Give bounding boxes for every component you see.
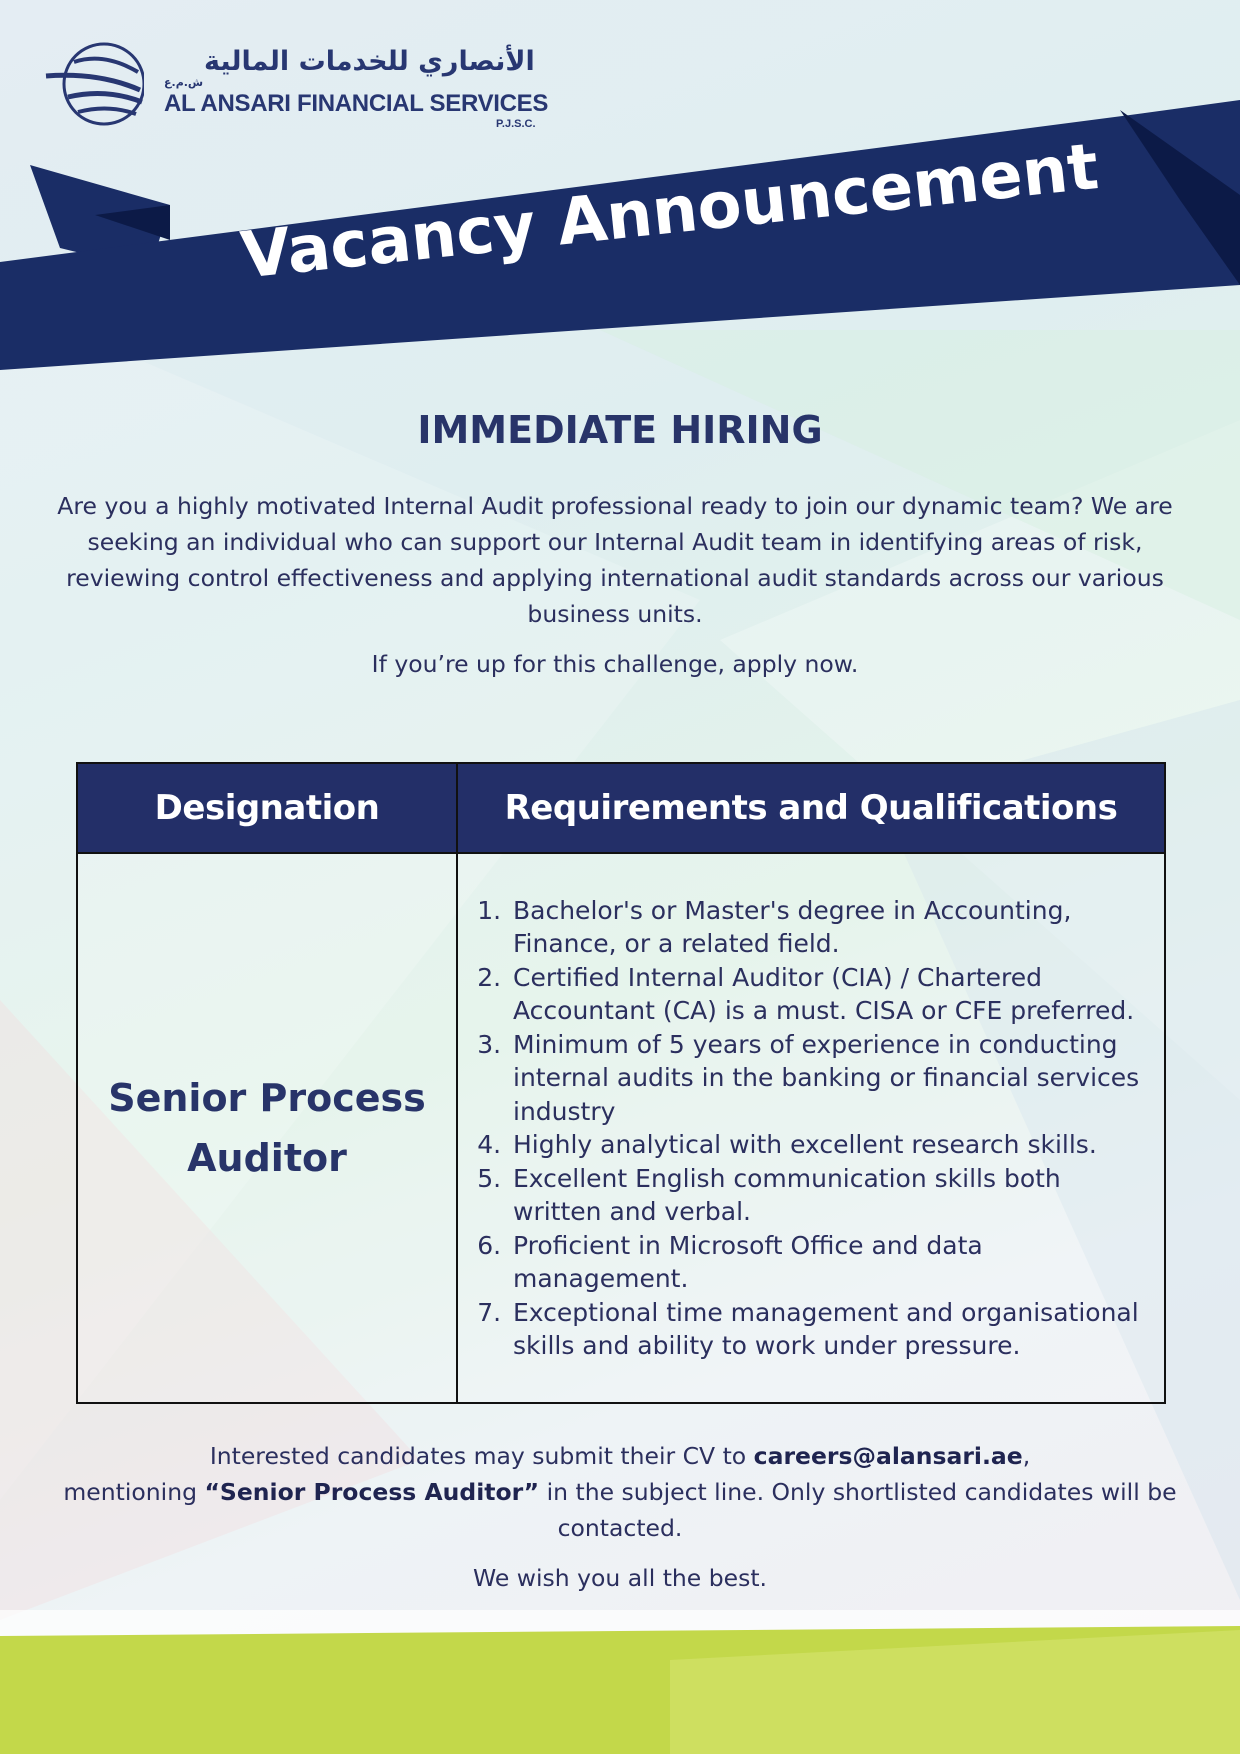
page-headline: IMMEDIATE HIRING xyxy=(417,408,823,452)
requirement-item: 1. Bachelor's or Master's degree in Accounting, Finance, or a related field. xyxy=(509,894,1153,961)
table-row xyxy=(77,853,1165,1403)
footer-closing: We wish you all the best. xyxy=(472,1564,768,1592)
footer-section xyxy=(60,1438,1180,1596)
requirement-item: 6. Proficient in Microsoft Office and data management. xyxy=(509,1229,1153,1296)
footer-instructions xyxy=(60,1438,1180,1546)
logo-english-name: AL ANSARI FINANCIAL SERVICES xyxy=(164,90,549,117)
requirements-cell xyxy=(457,853,1165,1403)
subject-line-text: “Senior Process Auditor” xyxy=(204,1478,540,1506)
banner-title-text: Vacancy Announcement xyxy=(237,130,1102,294)
requirement-item: 3. Minimum of 5 years of experience in conducting internal audits in the banking or financial services industry xyxy=(509,1028,1153,1129)
requirement-item: 5. Excellent English communication skills both written and verbal. xyxy=(509,1162,1153,1229)
requirements-list xyxy=(459,894,1163,1363)
intro-paragraph: Are you a highly motivated Internal Audit professional ready to join our dynamic team? We are seeking an individual who can support our Internal Audit team in identifying areas of risk, reviewing control effectiveness and applying international audit standards across our various business units. xyxy=(57,492,1173,628)
designation-cell xyxy=(77,853,457,1403)
footer-line2-prefix: mentioning xyxy=(63,1478,205,1506)
footer-line2-suffix: in the subject line. Only shortlisted candidates will be contacted. xyxy=(539,1478,1177,1542)
footer-line1-prefix: Interested candidates may submit their CV to xyxy=(209,1442,754,1470)
logo-arabic-name: الأنصاري للخدمات المالية xyxy=(204,46,535,77)
company-logo xyxy=(44,42,554,132)
header-designation: Designation xyxy=(77,763,457,853)
intro-cta: If you’re up for this challenge, apply now. xyxy=(371,650,859,678)
footer-line1-suffix: , xyxy=(1022,1442,1031,1470)
requirement-item: 2. Certified Internal Auditor (CIA) / Chartered Accountant (CA) is a must. CISA or CFE preferred. xyxy=(509,961,1153,1028)
requirement-item: 7. Exceptional time management and organisational skills and ability to work under pressure. xyxy=(509,1296,1153,1363)
logo-suffix: P.J.S.C. xyxy=(496,118,536,130)
requirement-item: 4. Highly analytical with excellent research skills. xyxy=(509,1128,1153,1162)
vacancy-table xyxy=(76,762,1166,1404)
careers-email-link[interactable]: careers@alansari.ae xyxy=(753,1442,1023,1470)
table-header-row xyxy=(77,763,1165,853)
designation-title: Senior Process Auditor xyxy=(108,1076,426,1180)
header-requirements: Requirements and Qualifications xyxy=(457,763,1165,853)
logo-arabic-abbr: ش.م.ع xyxy=(164,76,204,89)
intro-section xyxy=(50,488,1180,682)
globe-swirl-icon xyxy=(44,42,144,128)
